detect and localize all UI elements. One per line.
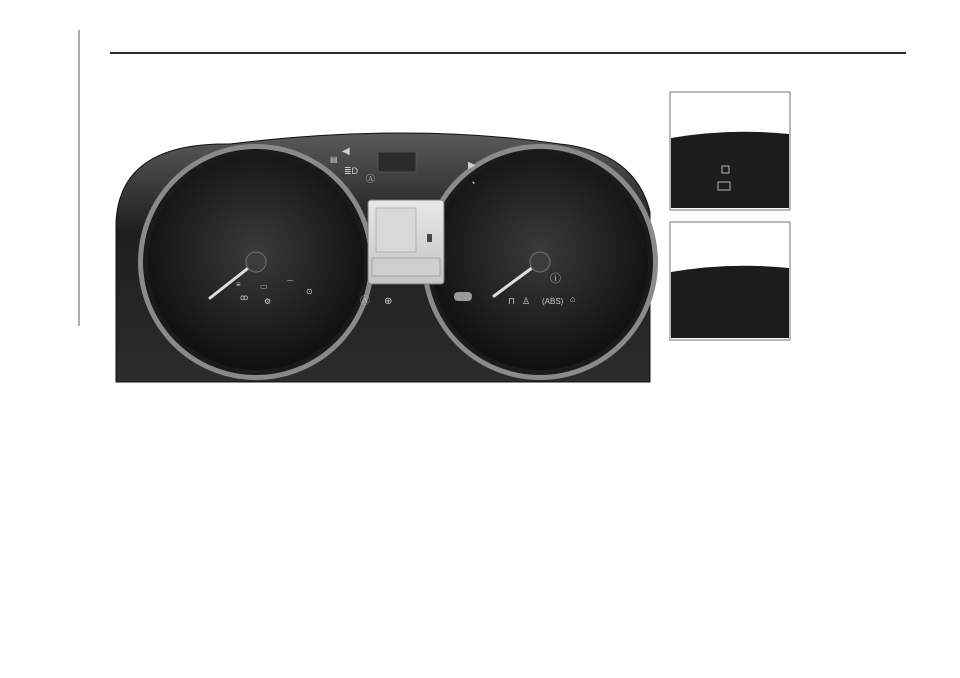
trip-reset-knob [454,292,472,301]
airbag-warning-icon: ⌂ [570,294,576,304]
start-stop-off-icon: Ⓐ [360,296,370,307]
instrument-cluster-figure [110,82,850,388]
title-divider [110,52,906,54]
indicator-rd-lock-box [378,152,416,172]
tachometer-hub [246,252,266,272]
washer-fluid-icon: ⊕ [384,296,393,307]
cruise-control-icon: ◔ [470,178,476,188]
fog-light-icon: ≣D [344,166,359,176]
seatbelt-icon: ♙ [522,296,531,306]
side-divider [78,30,80,326]
glow-plug-icon: ꝏ [240,293,249,302]
start-stop-icon: Ⓐ [366,174,376,184]
door-ajar-icon: ⊓ [508,296,516,306]
oil-pressure-icon: ⊙ [306,287,313,296]
abs-warning-icon: (ABS) [542,297,564,306]
brake-warning-icon: ⓘ [550,273,561,285]
check-engine-icon: ⚙ [264,297,272,306]
dpf-warning-icon: ≡ [236,280,241,289]
odometer-panel [372,258,440,276]
speedometer-hub [530,252,550,272]
high-beam-icon: ▤ [330,155,338,164]
turn-right-icon: ▶ [468,160,476,171]
fuel-filter-icon: ⌒ [286,280,294,289]
instrument-cluster-illustration [110,82,850,388]
charging-warning-icon: ▭ [260,282,268,291]
turn-left-icon: ◀ [342,146,350,157]
